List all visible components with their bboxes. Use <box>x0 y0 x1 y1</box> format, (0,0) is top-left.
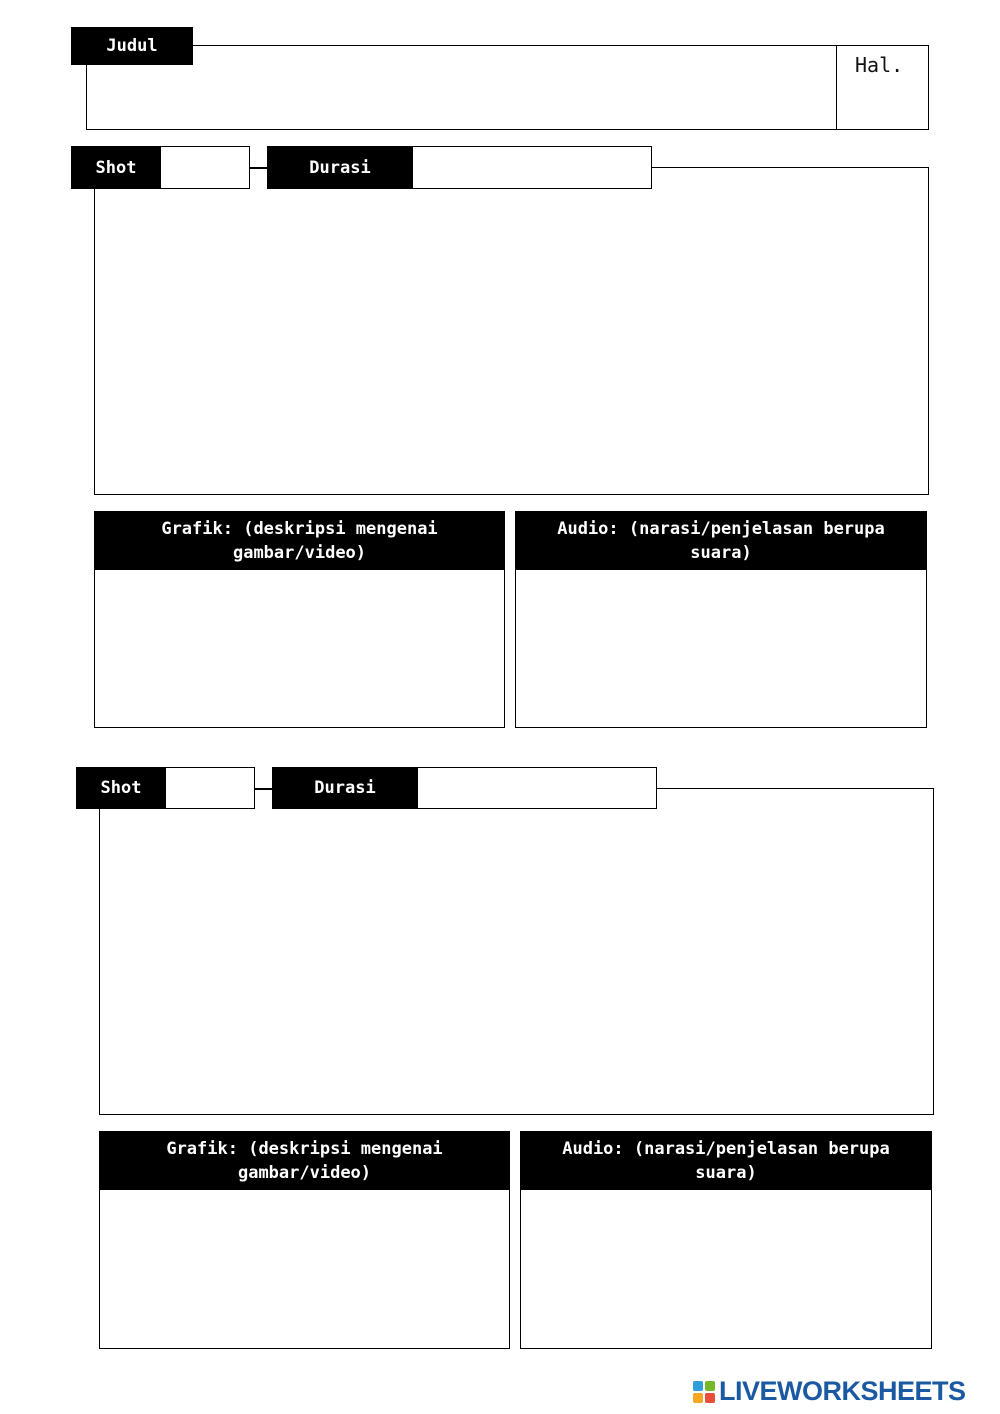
scene-frame[interactable] <box>94 167 929 495</box>
liveworksheets-logo-icon <box>693 1381 715 1403</box>
audio-panel[interactable] <box>515 511 927 728</box>
durasi-label: Durasi <box>272 767 418 809</box>
title-label: Judul <box>71 27 193 65</box>
durasi-field[interactable] <box>412 146 652 189</box>
audio-header: Audio: (narasi/penjelasan berupa suara) <box>516 512 926 570</box>
liveworksheets-logo[interactable] <box>693 1376 966 1407</box>
shot-number-field[interactable] <box>165 767 255 809</box>
audio-header: Audio: (narasi/penjelasan berupa suara) <box>521 1132 931 1190</box>
durasi-label: Durasi <box>267 146 413 189</box>
scene-frame[interactable] <box>99 788 934 1115</box>
grafik-panel[interactable] <box>94 511 505 728</box>
brand-name: LIVEWORKSHEETS <box>719 1376 966 1406</box>
grafik-panel[interactable] <box>99 1131 510 1349</box>
grafik-header: Grafik: (deskripsi mengenai gambar/video) <box>95 512 504 570</box>
shot-label: Shot <box>71 146 161 189</box>
durasi-field[interactable] <box>417 767 657 809</box>
title-field[interactable] <box>86 45 838 130</box>
page-label: Hal. <box>855 53 904 77</box>
shot-number-field[interactable] <box>160 146 250 189</box>
shot-label: Shot <box>76 767 166 809</box>
grafik-header: Grafik: (deskripsi mengenai gambar/video) <box>100 1132 509 1190</box>
audio-panel[interactable] <box>520 1131 932 1349</box>
